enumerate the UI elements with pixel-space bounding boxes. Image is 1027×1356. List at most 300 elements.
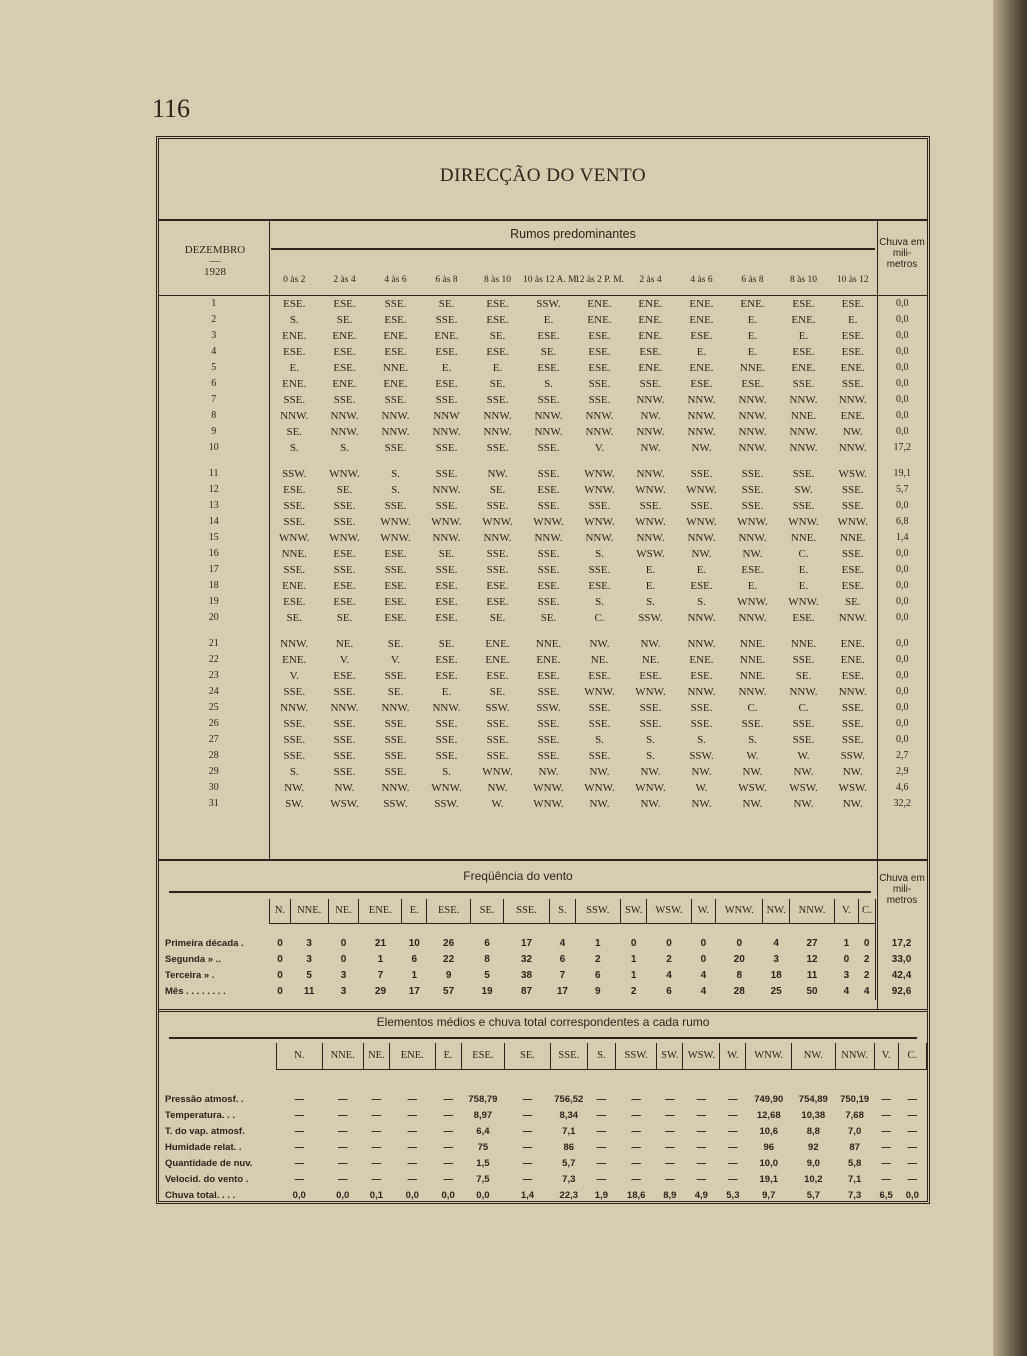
direction-cell: ESE. bbox=[588, 362, 611, 374]
column-header: SSE. bbox=[550, 1043, 587, 1070]
column-header: E. bbox=[402, 899, 427, 924]
direction-cell: WNW. bbox=[635, 686, 666, 698]
table-row bbox=[159, 968, 927, 984]
value-cell: — bbox=[881, 1142, 891, 1153]
direction-cell: S. bbox=[595, 596, 604, 608]
value-cell: — bbox=[881, 1126, 891, 1137]
day-cell: 9 bbox=[159, 424, 269, 440]
direction-cell: SSW. bbox=[536, 298, 561, 310]
direction-cell: NW. bbox=[691, 798, 712, 810]
value-cell: — bbox=[631, 1126, 641, 1137]
frequency-cell: 29 bbox=[374, 986, 387, 997]
rain-cell: 0,0 bbox=[896, 298, 909, 309]
value-cell: — bbox=[522, 1094, 533, 1105]
direction-cell: NW. bbox=[691, 548, 712, 560]
row-label: Humidade relat. . bbox=[165, 1142, 242, 1153]
direction-cell: ESE. bbox=[333, 580, 356, 592]
direction-cell: SSE. bbox=[384, 394, 407, 406]
direction-cell: ENE. bbox=[638, 330, 663, 342]
day-cell: 13 bbox=[159, 498, 269, 514]
gap-cell bbox=[319, 456, 370, 466]
direction-cell: SSE. bbox=[588, 750, 611, 762]
day-cell: 14 bbox=[159, 514, 269, 530]
direction-cell: ESE. bbox=[486, 580, 509, 592]
value-cell: 7,1 bbox=[562, 1126, 576, 1137]
direction-cell: E. bbox=[798, 330, 809, 342]
direction-cell: WNW. bbox=[584, 468, 615, 480]
frequency-cell: 9 bbox=[445, 970, 452, 981]
direction-cell: ENE. bbox=[689, 298, 714, 310]
gap-cell bbox=[829, 626, 877, 636]
value-cell: — bbox=[522, 1174, 533, 1185]
direction-cell: ESE. bbox=[690, 378, 713, 390]
direction-cell: ESE. bbox=[435, 654, 458, 666]
value-cell: — bbox=[907, 1110, 918, 1121]
direction-cell: NW. bbox=[487, 468, 508, 480]
frequency-cell: 0 bbox=[666, 938, 672, 949]
direction-cell: NW. bbox=[793, 766, 814, 778]
direction-cell: ENE. bbox=[689, 362, 714, 374]
direction-cell: S. bbox=[289, 766, 299, 778]
direction-cell: SSE. bbox=[792, 734, 815, 746]
direction-cell: WNW. bbox=[329, 532, 360, 544]
gap-cell bbox=[319, 626, 370, 636]
value-cell: 22,3 bbox=[559, 1190, 579, 1201]
direction-cell: WSW. bbox=[829, 466, 877, 482]
column-header: SSW. bbox=[575, 899, 620, 924]
direction-cell: SSE. bbox=[829, 546, 877, 562]
value-cell: — bbox=[596, 1094, 607, 1105]
direction-cell: SW. bbox=[285, 798, 304, 810]
direction-cell: NNW. bbox=[381, 426, 410, 438]
direction-cell: ESE. bbox=[435, 346, 458, 358]
direction-cell: NNW. bbox=[687, 638, 716, 650]
direction-cell: WNW. bbox=[686, 516, 717, 528]
gap-cell bbox=[574, 456, 625, 466]
direction-cell: ESE. bbox=[435, 378, 458, 390]
direction-cell: NNW. bbox=[687, 426, 716, 438]
direction-cell: ESE. bbox=[486, 596, 509, 608]
frequency-table bbox=[159, 899, 927, 1000]
day-cell: 24 bbox=[159, 684, 269, 700]
gap-cell bbox=[471, 924, 504, 937]
gap-cell bbox=[716, 924, 763, 937]
value-cell: — bbox=[294, 1110, 304, 1121]
direction-cell: NNW. bbox=[789, 686, 818, 698]
column-header: WNW. bbox=[716, 899, 763, 924]
header-spacer bbox=[159, 899, 270, 924]
frequency-cell: 1 bbox=[843, 938, 850, 949]
direction-cell: NNW. bbox=[585, 410, 614, 422]
direction-cell: WSW. bbox=[789, 782, 818, 794]
table-row bbox=[159, 1092, 927, 1108]
direction-cell: NNW. bbox=[738, 612, 767, 624]
rain-column-header bbox=[876, 899, 927, 924]
direction-cell: SE. bbox=[489, 378, 506, 390]
direction-cell: NW. bbox=[284, 782, 305, 794]
value-cell: 6,4 bbox=[476, 1126, 490, 1137]
direction-cell: NNW. bbox=[789, 426, 818, 438]
direction-cell: SSE. bbox=[486, 548, 509, 560]
table-row bbox=[159, 514, 927, 530]
column-header: ENE. bbox=[359, 899, 402, 924]
table-row bbox=[159, 296, 927, 313]
rain-cell: 0,0 bbox=[896, 362, 909, 373]
direction-cell: ENE. bbox=[282, 330, 307, 342]
direction-cell: ESE. bbox=[741, 378, 764, 390]
direction-cell: SSW. bbox=[536, 702, 561, 714]
day-cell: 22 bbox=[159, 652, 269, 668]
page-number: 116 bbox=[152, 94, 191, 123]
value-cell: — bbox=[596, 1174, 607, 1185]
table-row bbox=[159, 636, 927, 652]
direction-cell: NNE. bbox=[382, 362, 409, 374]
direction-cell: SSE. bbox=[537, 564, 560, 576]
direction-cell: E. bbox=[747, 330, 758, 342]
direction-cell: SSE. bbox=[333, 750, 356, 762]
gap-cell bbox=[461, 1070, 504, 1093]
direction-cell: WNW. bbox=[533, 516, 564, 528]
day-cell: 7 bbox=[159, 392, 269, 408]
value-cell: 756,52 bbox=[554, 1094, 584, 1105]
value-cell: 758,79 bbox=[468, 1094, 498, 1105]
value-cell: — bbox=[337, 1110, 348, 1121]
frequency-cell: 4 bbox=[843, 986, 850, 997]
table-row bbox=[159, 578, 927, 594]
value-cell: — bbox=[665, 1158, 675, 1169]
direction-cell: S. bbox=[289, 442, 299, 454]
frequency-cell: 7 bbox=[377, 970, 384, 981]
value-cell: 8,8 bbox=[806, 1126, 820, 1137]
direction-cell: NNW. bbox=[330, 410, 359, 422]
rain-cell: 0,0 bbox=[896, 686, 909, 697]
day-cell: 28 bbox=[159, 748, 269, 764]
value-cell: 0,0 bbox=[292, 1190, 306, 1201]
direction-cell: NW. bbox=[691, 766, 712, 778]
gap-cell bbox=[290, 924, 328, 937]
direction-cell: NNW. bbox=[330, 426, 359, 438]
direction-cell: V. bbox=[289, 670, 299, 682]
direction-cell: ENE. bbox=[332, 378, 357, 390]
table-row bbox=[159, 700, 927, 716]
value-cell: — bbox=[665, 1126, 675, 1137]
value-cell: 75 bbox=[477, 1142, 489, 1153]
elements-title: Elementos médios e chuva total correspondentes a cada rumo bbox=[376, 1015, 710, 1029]
gap-cell bbox=[616, 1070, 657, 1093]
direction-cell: SSE. bbox=[333, 516, 356, 528]
direction-cell: SSE. bbox=[829, 482, 877, 498]
month-label: DEZEMBRO bbox=[184, 244, 246, 256]
direction-cell: NNW bbox=[433, 410, 460, 422]
value-cell: — bbox=[337, 1094, 348, 1105]
row-gap bbox=[159, 924, 927, 937]
frequency-cell: 3 bbox=[340, 970, 347, 981]
value-cell: — bbox=[696, 1158, 707, 1169]
table-row bbox=[159, 498, 927, 514]
direction-cell: SSE. bbox=[384, 500, 407, 512]
direction-cell: SSE. bbox=[588, 500, 611, 512]
divider bbox=[159, 1009, 927, 1012]
table-row bbox=[159, 1124, 927, 1140]
column-header: C. bbox=[898, 1043, 926, 1070]
direction-cell: SE. bbox=[829, 594, 877, 610]
day-cell: 29 bbox=[159, 764, 269, 780]
direction-cell: E. bbox=[747, 314, 758, 326]
direction-cell: SE. bbox=[286, 612, 303, 624]
frequency-cell: 3 bbox=[340, 986, 347, 997]
gap-cell bbox=[874, 1070, 898, 1093]
value-cell: 8,9 bbox=[663, 1190, 677, 1201]
direction-cell: SE. bbox=[438, 548, 455, 560]
frequency-underline bbox=[169, 891, 871, 893]
direction-cell: NNW. bbox=[432, 702, 461, 714]
frequency-cell: 17 bbox=[408, 986, 420, 997]
direction-cell: ENE. bbox=[829, 408, 877, 424]
direction-cell: W. bbox=[695, 782, 708, 794]
direction-cell: NNW. bbox=[585, 426, 614, 438]
column-header: SE. bbox=[505, 1043, 551, 1070]
direction-cell: NNW. bbox=[738, 426, 767, 438]
gap-cell bbox=[574, 626, 625, 636]
value-cell: — bbox=[407, 1174, 418, 1185]
value-cell: — bbox=[522, 1110, 533, 1121]
direction-cell: V. bbox=[339, 654, 350, 666]
direction-cell: WNW. bbox=[788, 596, 819, 608]
value-cell: — bbox=[696, 1174, 707, 1185]
direction-cell: NW. bbox=[829, 424, 877, 440]
direction-cell: ESE. bbox=[384, 580, 407, 592]
row-label: Terceira » . bbox=[165, 970, 215, 981]
value-cell: — bbox=[407, 1158, 418, 1169]
direction-cell: ENE. bbox=[434, 330, 459, 342]
day-cell: 27 bbox=[159, 732, 269, 748]
gap-cell bbox=[472, 456, 523, 466]
column-header: 4 às 6 bbox=[370, 265, 421, 296]
table-row bbox=[159, 360, 927, 376]
value-cell: 5,3 bbox=[726, 1190, 740, 1201]
direction-cell: NNW. bbox=[280, 638, 309, 650]
row-label: Pressão atmosf. . bbox=[165, 1094, 244, 1105]
frequency-cell: 18 bbox=[770, 970, 782, 981]
direction-cell: ESE. bbox=[829, 296, 877, 313]
direction-cell: SSE. bbox=[333, 734, 356, 746]
direction-cell: NE. bbox=[590, 654, 609, 666]
direction-cell: SE. bbox=[795, 670, 812, 682]
direction-cell: SSE. bbox=[435, 442, 458, 454]
direction-cell: ESE. bbox=[333, 670, 356, 682]
frequency-cell: 50 bbox=[806, 986, 818, 997]
value-cell: 7,3 bbox=[562, 1174, 576, 1185]
gap-cell bbox=[720, 1070, 746, 1093]
frequency-cell: 27 bbox=[806, 938, 818, 949]
rain-cell: 0,0 bbox=[896, 596, 909, 607]
direction-cell: ENE. bbox=[485, 654, 510, 666]
gap-cell bbox=[269, 626, 319, 636]
direction-cell: SE. bbox=[336, 314, 353, 326]
gap-cell bbox=[370, 626, 421, 636]
rain-cell: 0,0 bbox=[896, 394, 909, 405]
value-cell: — bbox=[728, 1158, 738, 1169]
rain-cell: 32,2 bbox=[893, 798, 911, 809]
value-cell: — bbox=[371, 1094, 382, 1105]
rain-cell: 0,0 bbox=[896, 670, 909, 681]
value-cell: — bbox=[443, 1158, 453, 1169]
direction-cell: WSW. bbox=[829, 780, 877, 796]
direction-cell: NNW. bbox=[738, 442, 767, 454]
value-cell: — bbox=[728, 1094, 738, 1105]
direction-cell: ENE. bbox=[282, 580, 307, 592]
direction-cell: ESE. bbox=[333, 346, 356, 358]
direction-cell: SSE. bbox=[435, 468, 458, 480]
direction-cell: SSE. bbox=[537, 750, 560, 762]
direction-cell: SE. bbox=[336, 612, 353, 624]
value-cell: — bbox=[631, 1110, 641, 1121]
direction-cell: E. bbox=[441, 362, 452, 374]
frequency-cell: 3 bbox=[306, 938, 312, 949]
direction-cell: SSE. bbox=[639, 378, 662, 390]
value-cell: 7,68 bbox=[845, 1110, 864, 1121]
direction-cell: NNW. bbox=[534, 426, 563, 438]
gap-cell bbox=[898, 1070, 926, 1093]
direction-cell: ESE. bbox=[588, 330, 611, 342]
column-header: 6 às 8 bbox=[727, 265, 778, 296]
direction-cell: E. bbox=[798, 580, 809, 592]
gap-cell bbox=[727, 456, 778, 466]
table-row bbox=[159, 1140, 927, 1156]
rain-cell: 33,0 bbox=[891, 954, 912, 965]
direction-cell: SE. bbox=[540, 612, 557, 624]
header-spacer bbox=[159, 265, 269, 296]
direction-cell: SSE. bbox=[690, 702, 713, 714]
column-header: W. bbox=[720, 1043, 746, 1070]
table-row bbox=[159, 376, 927, 392]
column-header: NNE. bbox=[290, 899, 328, 924]
value-cell: — bbox=[294, 1158, 304, 1169]
table-row bbox=[159, 780, 927, 796]
day-cell: 18 bbox=[159, 578, 269, 594]
rain-header: Chuva em mili- metros bbox=[879, 237, 925, 270]
column-header: 2 às 4 bbox=[625, 265, 676, 296]
direction-cell: NNE. bbox=[739, 638, 766, 650]
table-row bbox=[159, 424, 927, 440]
direction-cell: E. bbox=[492, 362, 503, 374]
table-row bbox=[159, 936, 927, 952]
column-header: V. bbox=[874, 1043, 898, 1070]
direction-cell: NW. bbox=[742, 766, 763, 778]
rain-cell: 0,0 bbox=[896, 314, 909, 325]
day-cell: 11 bbox=[159, 466, 269, 482]
frequency-cell: 1 bbox=[630, 970, 637, 981]
row-gap bbox=[159, 1070, 927, 1093]
direction-cell: ENE. bbox=[791, 362, 816, 374]
value-cell: 10,2 bbox=[804, 1174, 823, 1185]
direction-cell: SSE. bbox=[486, 500, 509, 512]
value-cell: — bbox=[443, 1126, 453, 1137]
direction-cell: SSE. bbox=[792, 718, 815, 730]
frequency-cell: 3 bbox=[306, 954, 312, 965]
table-row bbox=[159, 684, 927, 700]
direction-cell: SSE. bbox=[486, 750, 509, 762]
direction-cell: SSE. bbox=[829, 498, 877, 514]
value-cell: 4,9 bbox=[694, 1190, 708, 1201]
table-row bbox=[159, 1108, 927, 1124]
direction-cell: SSE. bbox=[333, 766, 356, 778]
direction-cell: SSE. bbox=[741, 718, 764, 730]
value-cell: 0,0 bbox=[336, 1190, 350, 1201]
direction-cell: SSW. bbox=[829, 748, 877, 764]
direction-cell: S. bbox=[391, 468, 400, 480]
column-header: SSE. bbox=[503, 899, 549, 924]
direction-cell: E. bbox=[289, 362, 299, 374]
gap-cell bbox=[835, 924, 859, 937]
direction-cell: ESE. bbox=[639, 346, 662, 358]
frequency-cell: 21 bbox=[374, 938, 387, 949]
value-cell: — bbox=[696, 1094, 707, 1105]
direction-cell: SSE. bbox=[537, 442, 560, 454]
direction-cell: NNW. bbox=[789, 394, 818, 406]
value-cell: — bbox=[522, 1126, 533, 1137]
column-header: 2 às 4 bbox=[319, 265, 370, 296]
value-cell: — bbox=[665, 1094, 675, 1105]
direction-cell: WNW. bbox=[380, 516, 411, 528]
gap-cell bbox=[727, 626, 778, 636]
direction-cell: NNW. bbox=[534, 532, 563, 544]
direction-cell: WNW. bbox=[431, 516, 462, 528]
direction-cell: ESE. bbox=[690, 330, 713, 342]
direction-cell: S. bbox=[646, 750, 655, 762]
column-header: E. bbox=[435, 1043, 461, 1070]
gap-cell bbox=[505, 1070, 551, 1093]
direction-cell: ESE. bbox=[435, 612, 458, 624]
direction-cell: NE. bbox=[335, 638, 354, 650]
direction-cell: E. bbox=[645, 564, 656, 576]
gap-cell bbox=[683, 1070, 720, 1093]
direction-cell: NNW. bbox=[687, 612, 716, 624]
value-cell: — bbox=[337, 1126, 348, 1137]
frequency-cell: 4 bbox=[559, 938, 566, 949]
value-cell: — bbox=[337, 1158, 348, 1169]
direction-cell: ESE. bbox=[829, 562, 877, 578]
direction-cell: ESE. bbox=[741, 564, 764, 576]
direction-cell: NNW. bbox=[829, 392, 877, 408]
direction-cell: NNE. bbox=[790, 532, 817, 544]
table-row bbox=[159, 344, 927, 360]
table-row bbox=[159, 748, 927, 764]
divider bbox=[159, 219, 927, 221]
gap-cell bbox=[472, 626, 523, 636]
direction-cell: NNW. bbox=[829, 610, 877, 626]
value-cell: — bbox=[881, 1174, 891, 1185]
direction-cell: S. bbox=[544, 378, 553, 390]
direction-cell: NNW. bbox=[381, 782, 410, 794]
direction-cell: SSE. bbox=[792, 654, 815, 666]
day-cell: 12 bbox=[159, 482, 269, 498]
direction-cell: NNW. bbox=[789, 442, 818, 454]
direction-cell: SE. bbox=[489, 330, 506, 342]
direction-cell: NNW. bbox=[738, 532, 767, 544]
rain-cell: 0,0 bbox=[896, 734, 909, 745]
frequency-cell: 0 bbox=[277, 954, 283, 965]
column-header: ESE. bbox=[461, 1043, 504, 1070]
direction-cell: SSW. bbox=[282, 468, 307, 480]
frequency-cell: 0 bbox=[843, 954, 850, 965]
direction-cell: ENE. bbox=[536, 654, 561, 666]
table-row bbox=[159, 984, 927, 1000]
direction-cell: SSE. bbox=[283, 564, 306, 576]
frequency-cell: 1 bbox=[594, 938, 601, 949]
direction-cell: SSE. bbox=[435, 394, 458, 406]
frequency-cell: 0 bbox=[340, 954, 347, 965]
